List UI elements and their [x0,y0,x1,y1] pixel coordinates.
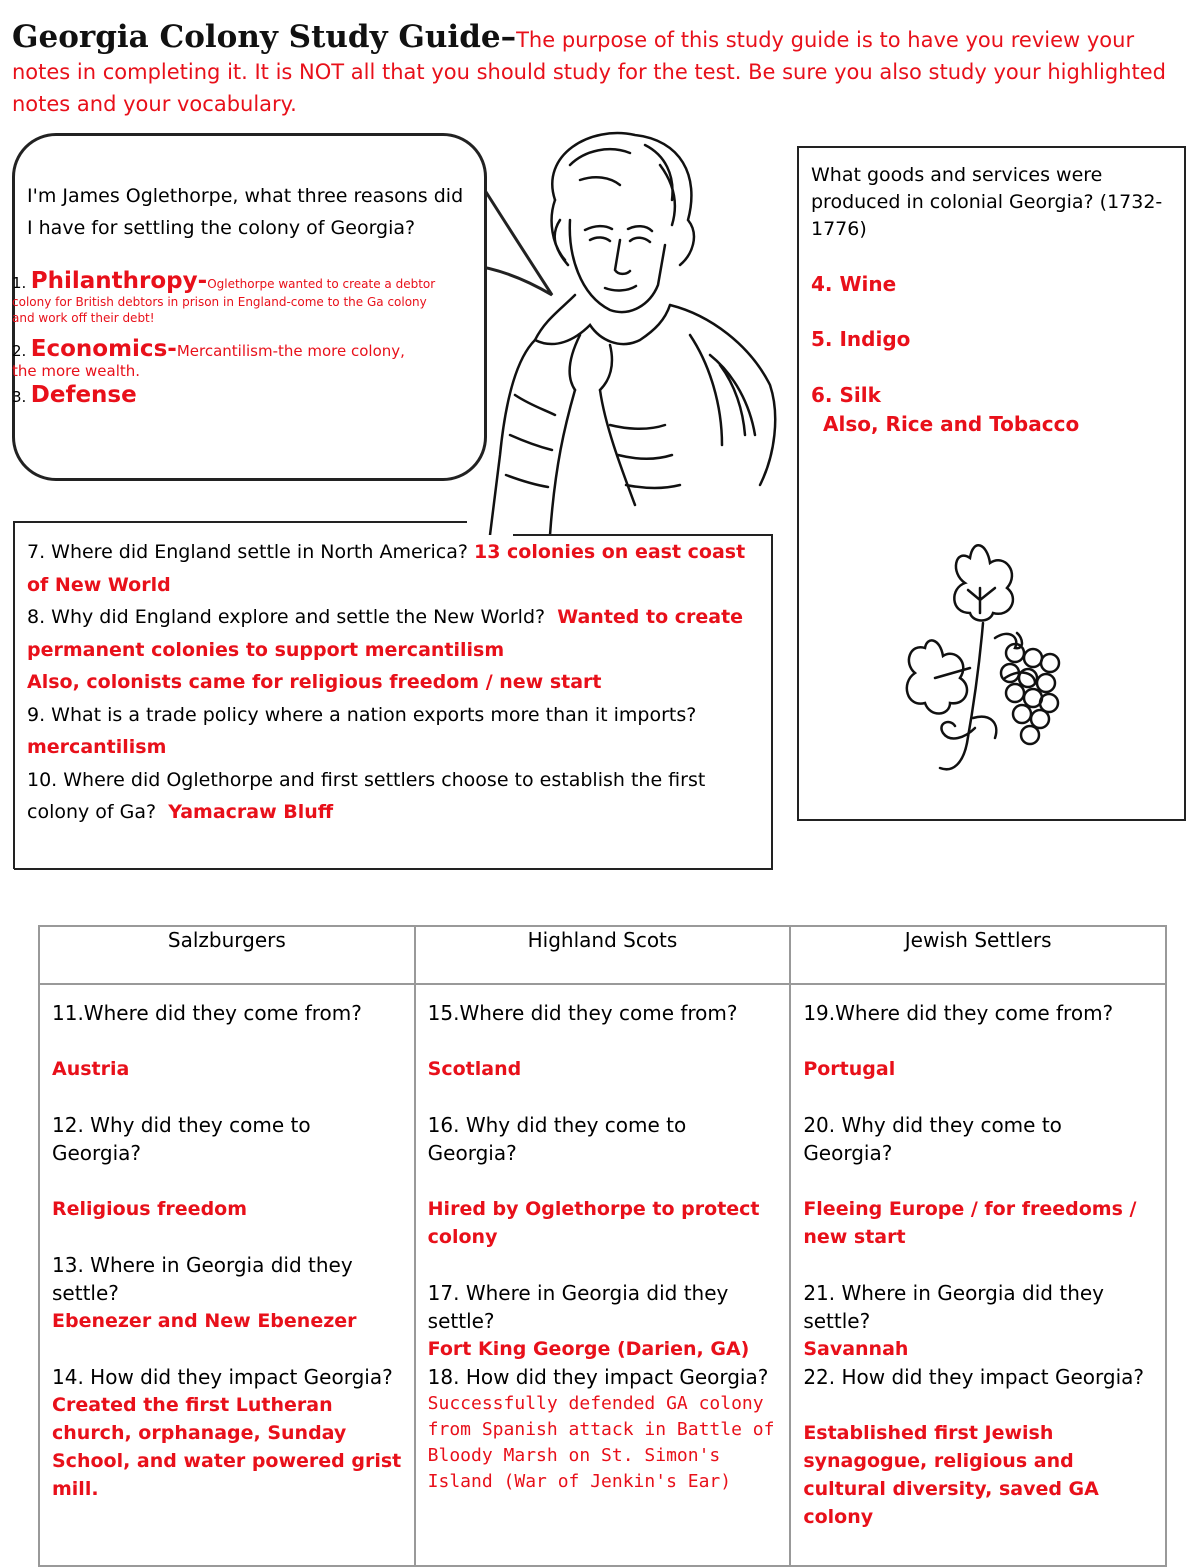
goods-also: Also, Rice and Tobacco [823,412,1080,436]
question-text: 15.Where did they come from? [427,1001,738,1025]
oglethorpe-question: I'm James Oglethorpe, what three reasons did I have for settling the colony of Georgia? [27,185,464,239]
salzburgers-cell [39,984,415,1566]
reason-2 [12,336,432,380]
jewish-settlers-cell [790,984,1166,1566]
page-header [12,19,1188,121]
answer-text: Hired by Oglethorpe to protect colony [427,1198,760,1248]
highland-scots-cell [415,984,791,1566]
goods-item-indigo: 5. Indigo [811,327,911,351]
reason-number: 2. [12,342,27,360]
question-10 [27,764,762,829]
reason-number: 1. [12,274,27,292]
question-text: 9. What is a trade policy where a nation exports more than it imports? [27,703,697,726]
grapevine-icon [895,528,1075,788]
table-row [39,984,1166,1566]
answer-text: mercantilism [27,736,167,758]
answer-text: Yamacraw Bluff [168,801,334,823]
header-jewish-settlers: Jewish Settlers [790,926,1166,984]
answer-text: Ebenezer and New Ebenezer [52,1310,357,1332]
goods-item-wine: 4. Wine [811,272,897,296]
answer-text: Created the first Lutheran church, orphanage, Sunday School, and water powered grist mill. [52,1394,402,1500]
question-text: 12. Why did they come to Georgia? [52,1113,311,1165]
answer-text: 13 colonies on east coast of New World [27,541,746,596]
answer-text: Scotland [427,1058,522,1080]
reason-number: 3. [12,388,27,406]
answer-text-extra: Also, colonists came for religious freedom / new start [27,671,602,693]
oglethorpe-portrait-image [460,125,790,535]
question-text: 22. How did they impact Georgia? [803,1365,1145,1389]
reason-description: Mercantilism-the more colony, the more wealth. [12,342,405,380]
reason-description: Oglethorpe wanted to create a debtor colony for British debtors in prison in England-come to the Ga colony and work off their debt! [12,277,436,325]
question-text: 8. Why did England explore and settle the New World? [27,606,546,628]
reason-heading: Economics- [30,336,177,362]
intro-text: The purpose of this study guide is to have you review your notes in completing it. It is NOT all that you should study for the test. Be sure you also study your highlighted notes and your vocabulary. [12,28,1166,116]
answer-text: Wanted to create permanent colonies to support mercantilism [27,606,744,661]
answer-text: Austria [52,1058,130,1080]
answer-text: Savannah [803,1338,909,1360]
reason-heading: Philanthropy- [30,268,208,294]
question-text: 11.Where did they come from? [52,1001,362,1025]
header-salzburgers: Salzburgers [39,926,415,984]
question-text: 7. Where did England settle in North America? [27,541,468,563]
reason-1 [12,268,442,326]
question-8 [27,601,762,666]
answer-text: Portugal [803,1058,896,1080]
question-text: 14. How did they impact Georgia? [52,1365,393,1389]
question-text: 16. Why did they come to Georgia? [427,1113,687,1165]
goods-question: What goods and services were produced in colonial Georgia? (1732-1776) [811,164,1163,240]
question-text: 21. Where in Georgia did they settle? [803,1281,1105,1333]
question-text: 17. Where in Georgia did they settle? [427,1281,729,1333]
reason-heading: Defense [30,382,137,408]
answer-text: Established first Jewish synagogue, religious and cultural diversity, saved GA colony [803,1422,1099,1528]
answer-text: Fleeing Europe / for freedoms / new start [803,1198,1137,1248]
question-text: 19.Where did they come from? [803,1001,1114,1025]
questions-box [13,521,773,870]
question-9 [27,699,762,764]
question-text: 20. Why did they come to Georgia? [803,1113,1062,1165]
answer-text: Religious freedom [52,1198,248,1220]
question-text: 13. Where in Georgia did they settle? [52,1253,353,1305]
page-title: Georgia Colony Study Guide– [12,19,517,55]
questions-text [27,536,762,829]
question-text: 18. How did they impact Georgia? [427,1365,769,1389]
goods-item-silk: 6. Silk [811,383,881,407]
settler-groups-table [38,925,1167,1567]
answer-text: Successfully defended GA colony from Spanish attack in Battle of Bloody Marsh on St. Simon's Island (War of Jenkin's Ear) [427,1393,775,1492]
question-text: 10. Where did Oglethorpe and first settlers choose to establish the first colony of Ga? [27,768,706,823]
header-highland-scots: Highland Scots [415,926,791,984]
answer-text: Fort King George (Darien, GA) [427,1338,750,1360]
table-header-row [39,926,1166,984]
reason-3 [12,382,432,408]
question-7 [27,536,762,601]
